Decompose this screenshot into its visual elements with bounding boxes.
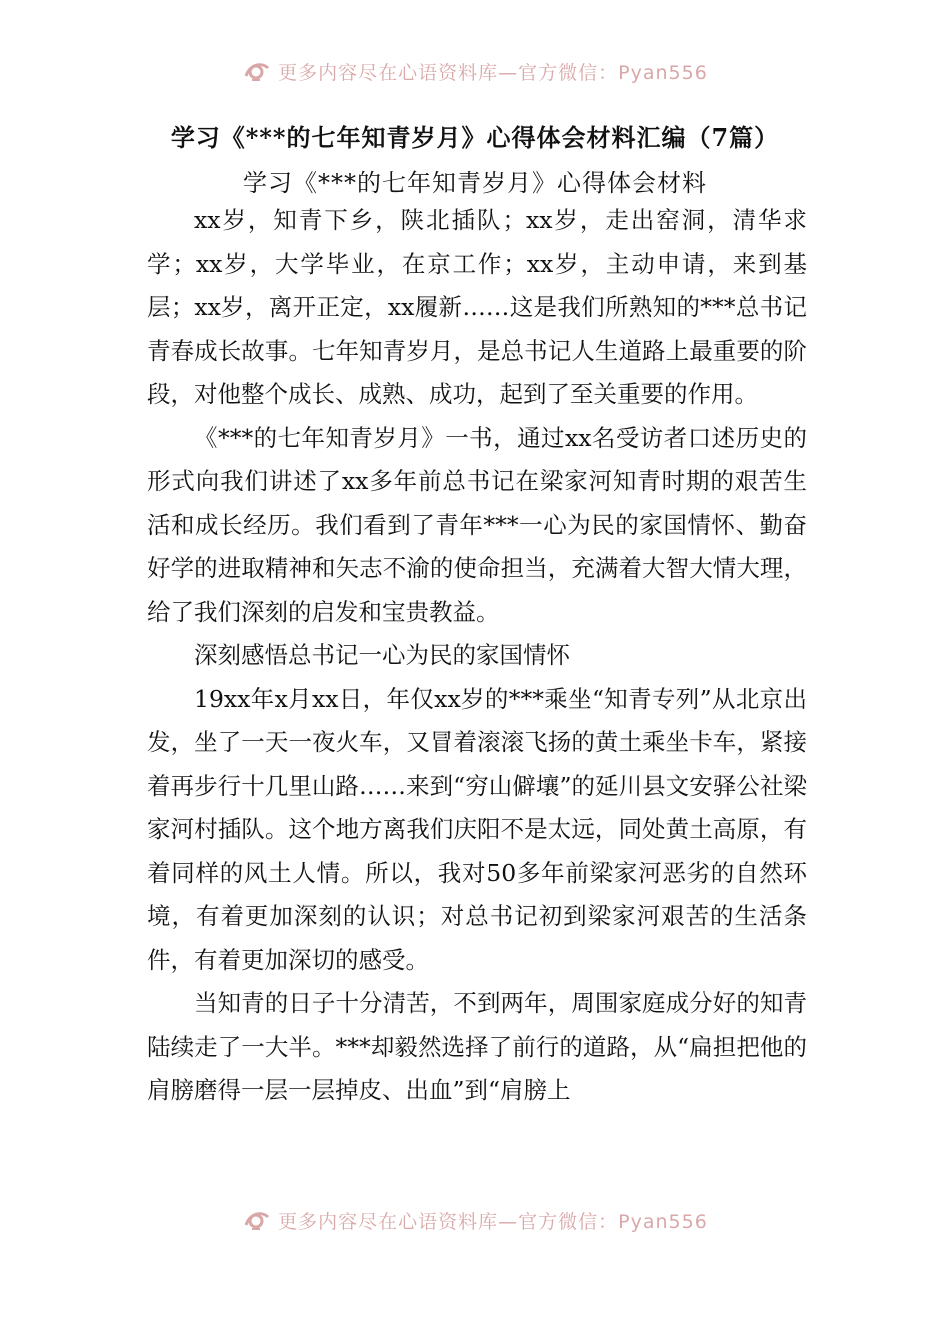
paragraph: xx岁，知青下乡，陕北插队；xx岁，走出窑洞，清华求学；xx岁，大学毕业，在京工作；xx岁，主动申请，来到基层；xx岁，离开正定，xx履新……这是我们所熟知的***总书记青春成长故事。七年知青岁月，是总书记人生道路上最重要的阶段，对他整个成长、成熟、成功，起到了至关重要的作用。 <box>147 206 807 408</box>
watermark-text: 更多内容尽在心语资料库—官方微信：Pyan556 <box>278 1211 708 1233</box>
document-subtitle: 学习《***的七年知青岁月》心得体会材料 <box>243 169 707 197</box>
watermark-logo-icon <box>242 1209 272 1236</box>
watermark-footer <box>0 1207 950 1236</box>
document-title: 学习《***的七年知青岁月》心得体会材料汇编（7篇） <box>170 123 780 152</box>
document-body <box>147 199 807 1113</box>
paragraph: 当知青的日子十分清苦，不到两年，周围家庭成分好的知青陆续走了一大半。***却毅然选择了前行的道路，从“扁担把他的肩膀磨得一层一层掉皮、出血”到“肩膀上 <box>147 989 807 1104</box>
paragraph: 《***的七年知青岁月》一书，通过xx名受访者口述历史的形式向我们讲述了xx多年前总书记在梁家河知青时期的艰苦生活和成长经历。我们看到了青年***一心为民的家国情怀、勤奋好学的进取精神和矢志不渝的使命担当，充满着大智大情大理，给了我们深刻的启发和宝贵教益。 <box>147 423 807 626</box>
paragraph: 19xx年x月xx日，年仅xx岁的***乘坐“知青专列”从北京出发，坐了一天一夜火车，又冒着滚滚飞扬的黄土乘坐卡车，紧接着再步行十几里山路……来到“穷山僻壤”的延川县文安驿公社梁家河村插队。这个地方离我们庆阳不是太远，同处黄土高原，有着同样的风土人情。所以，我对50多年前梁家河恶劣的自然环境，有着更加深刻的认识；对总书记初到梁家河艰苦的生活条件，有着更加深切的感受。 <box>147 684 807 974</box>
watermark-logo-icon <box>242 60 272 87</box>
watermark-header <box>0 58 950 87</box>
watermark-text: 更多内容尽在心语资料库—官方微信：Pyan556 <box>278 62 708 84</box>
section-heading: 深刻感悟总书记一心为民的家国情怀 <box>194 641 570 669</box>
